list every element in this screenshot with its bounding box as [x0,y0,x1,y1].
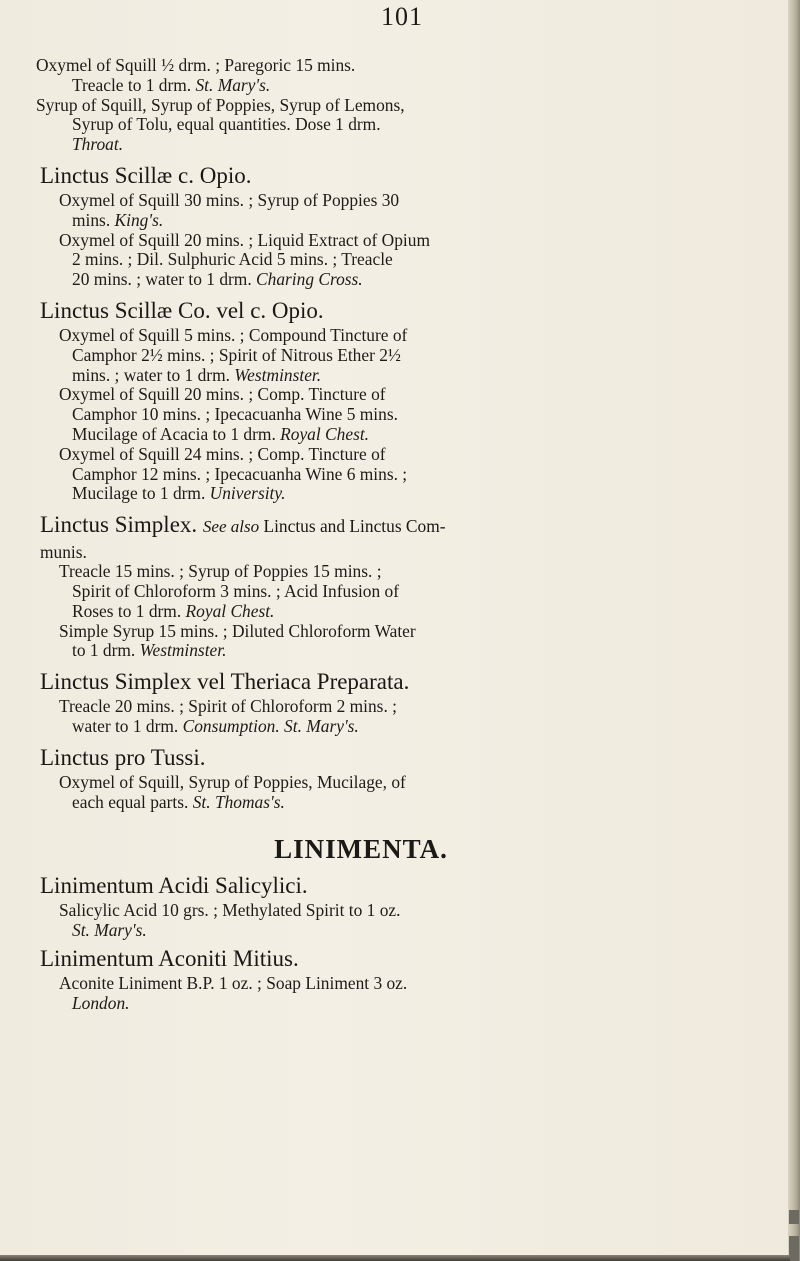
source-citation: Royal Chest. [280,423,370,444]
text-line [36,76,666,96]
text-line [36,56,666,76]
text-line [36,191,666,211]
section-title: LINIMENTA. [274,834,448,865]
text-line [36,793,666,813]
entry [36,510,666,661]
line-text: to 1 drm. [72,640,140,661]
heading-continuation: munis. [40,542,87,563]
text-line [36,974,666,994]
source-citation: Westminster. [139,640,227,661]
text-line [36,484,666,504]
text-line [36,697,666,717]
entry-heading [36,667,666,697]
text-line [36,96,666,116]
source-citation: University. [209,483,286,504]
line-text: Treacle to 1 drm. [72,74,196,95]
line-text: Syrup of Tolu, equal quantities. Dose 1 drm. [72,114,381,135]
heading-text: Linimentum Acidi Salicylici. [40,873,308,899]
line-text: 2 mins. ; Dil. Sulphuric Acid 5 mins. ; Treacle [72,249,393,270]
entry [36,667,666,737]
heading-tail: Linctus and Linctus Com- [259,516,446,537]
text-line [36,326,666,346]
line-text: Aconite Liniment B.P. 1 oz. ; Soap Liniment 3 oz. [59,972,408,993]
line-text: Oxymel of Squill 20 mins. ; Comp. Tincture of [59,384,386,405]
entry-heading [36,743,666,773]
text-line [36,425,666,445]
entry-heading [36,296,666,326]
text-line [36,582,666,602]
text-line [36,921,666,941]
text-line [36,211,666,231]
line-text: Oxymel of Squill ½ drm. ; Paregoric 15 mins. [36,55,356,75]
entry [36,296,666,504]
entry [36,161,666,290]
line-text: water to 1 drm. [72,715,183,736]
source-citation: Consumption. St. Mary's. [182,715,359,736]
text-line [36,445,666,465]
line-text: Treacle 20 mins. ; Spirit of Chloroform 2 mins. ; [59,696,397,717]
text-line [36,717,666,737]
line-text: mins. ; water to 1 drm. [72,364,235,385]
heading-text: Linimentum Aconiti Mitius. [40,945,299,971]
entry [36,944,666,1014]
source-citation: St. Mary's. [72,920,147,941]
line-text: Roses to 1 drm. [72,600,186,621]
line-text: Simple Syrup 15 mins. ; Diluted Chloroform Water [59,620,416,641]
line-text: Oxymel of Squill 5 mins. ; Compound Tincture of [59,324,408,345]
line-text: Oxymel of Squill 30 mins. ; Syrup of Poppies 30 [59,189,400,210]
text-line [36,115,666,135]
line-text: Oxymel of Squill 24 mins. ; Comp. Tincture of [59,443,386,464]
line-text: Camphor 10 mins. ; Ipecacuanha Wine 5 mins. [72,404,398,425]
text-line [36,346,666,366]
heading-text: Linctus pro Tussi. [40,744,206,770]
text-line [36,773,666,793]
line-text: each equal parts. [72,791,193,812]
source-citation: Throat. [72,134,124,155]
entry-heading [36,161,666,191]
entry [36,56,666,155]
text-line [36,270,666,290]
line-text: Spirit of Chloroform 3 mins. ; Acid Infusion of [72,580,400,601]
text-line [36,465,666,485]
text-line [36,622,666,642]
text-line [36,901,666,921]
text-line [36,231,666,251]
line-text: Treacle 15 mins. ; Syrup of Poppies 15 mins. ; [59,561,382,582]
source-citation: Charing Cross. [256,269,363,290]
line-text: Camphor 2½ mins. ; Spirit of Nitrous Ether 2½ [72,344,401,365]
heading-text: Linctus Scillæ c. Opio. [40,162,252,188]
line-text: Syrup of Squill, Syrup of Poppies, Syrup of Lemons, [36,94,405,115]
page-content [36,56,666,1014]
line-text: Mucilage to 1 drm. [72,483,210,504]
entry-heading [36,944,666,974]
text-line [36,602,666,622]
line-text: 20 mins. ; water to 1 drm. [72,269,257,290]
line-text: Oxymel of Squill 20 mins. ; Liquid Extract of Opium [59,229,430,250]
line-text: Oxymel of Squill, Syrup of Poppies, Mucilage, of [59,771,406,792]
text-line [36,405,666,425]
text-line [36,994,666,1014]
line-text: Mucilage of Acacia to 1 drm. [72,423,281,444]
source-citation: Royal Chest. [185,600,275,621]
source-citation: St. Mary's. [195,74,271,95]
text-line [36,366,666,386]
line-text: mins. [72,209,115,230]
text-line [36,562,666,582]
text-line [36,135,666,155]
line-text: Camphor 12 mins. ; Ipecacuanha Wine 6 mins. ; [72,463,408,484]
page-bottom-edge [0,1255,790,1261]
heading-text: Linctus Simplex vel Theriaca Preparata. [40,669,410,695]
text-line [36,641,666,661]
entry-heading [36,871,666,901]
heading-text: Linctus Simplex. [40,512,198,538]
entry [36,871,666,941]
text-line [36,385,666,405]
source-citation: St. Thomas's. [192,791,285,812]
entry [36,743,666,813]
source-citation: King's. [114,209,164,230]
heading-text: Linctus Scillæ Co. vel c. Opio. [40,297,324,323]
entry-heading [36,510,666,542]
see-also-label: See also [202,517,260,537]
page-edge [788,0,800,1261]
source-citation: Westminster. [234,364,322,385]
line-text: Salicylic Acid 10 grs. ; Methylated Spirit to 1 oz. [59,900,401,921]
page-number: 101 [381,2,423,31]
source-citation: London. [72,992,130,1013]
text-line [36,250,666,270]
